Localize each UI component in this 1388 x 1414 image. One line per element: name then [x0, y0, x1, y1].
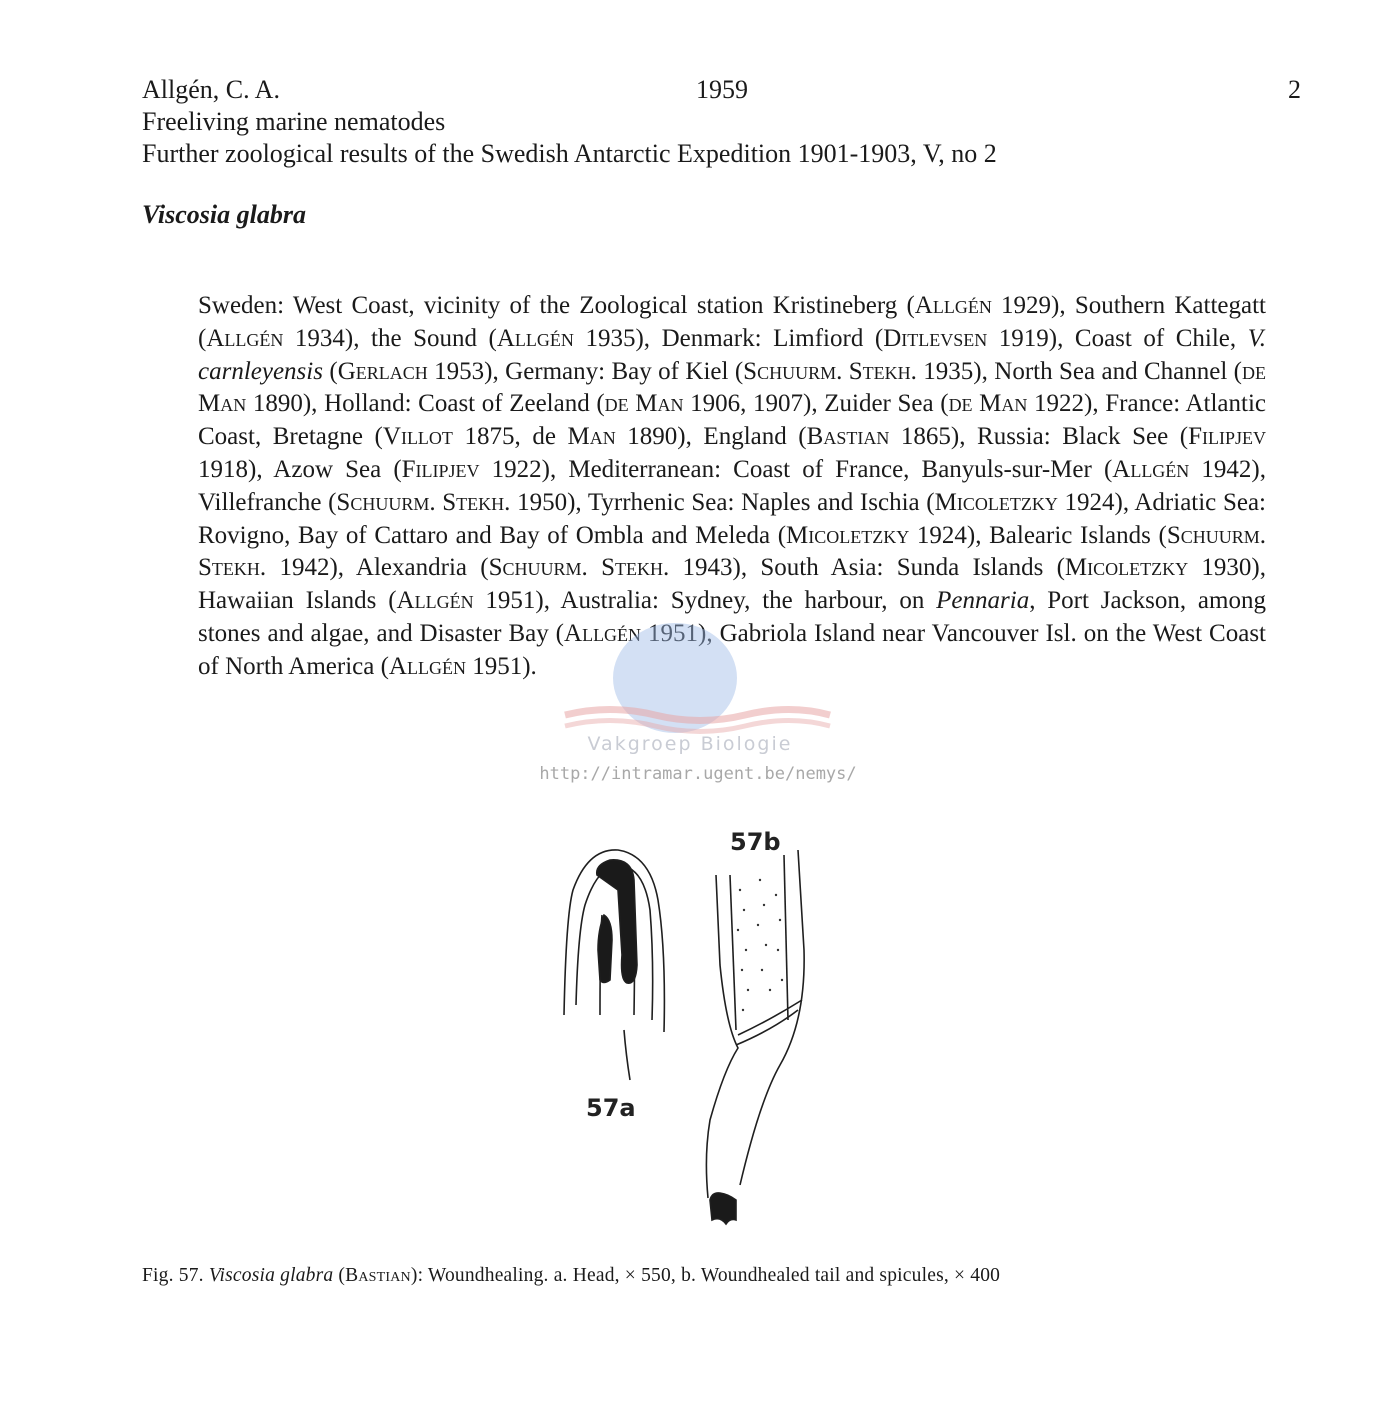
caption-author: Bastian	[345, 1265, 411, 1286]
author-citation: Micoletzky	[786, 521, 910, 549]
page-number: 2	[1288, 75, 1301, 104]
text-run: , Port Jackson, among stones and algae, and Disaster Bay (	[198, 587, 1266, 647]
text-run: 1890), Holland: Coast of Zeeland (	[246, 390, 605, 418]
author-citation: Schuurm. Stekh.	[336, 488, 511, 516]
watermark-text: Vakgroep Biologie	[587, 733, 793, 755]
figure-57b-tail	[706, 850, 804, 1224]
author-citation: Bastian	[806, 423, 890, 451]
text-run: 1875, de	[452, 423, 568, 451]
text-run: 1929), Southern Kattegatt (	[198, 292, 1266, 352]
author-citation: de Man	[198, 357, 1267, 418]
author-citation: Villot	[382, 423, 453, 451]
text-run: 1942), Alexandria (	[266, 554, 489, 582]
author-citation: Micoletzky	[1064, 554, 1189, 582]
author-citation: Schuurm. Stekh.	[198, 521, 1266, 582]
taxon-name: Pennaria	[936, 587, 1030, 615]
author-citation: Allgén	[496, 324, 574, 352]
caption-text: (	[333, 1265, 346, 1286]
author-citation: Allgén	[206, 324, 284, 352]
author-citation: Man	[567, 423, 616, 451]
text-run: 1935), Denmark: Limfiord (	[573, 324, 884, 352]
text-run: 1951).	[465, 652, 537, 680]
head-jaw-shape	[598, 915, 612, 983]
text-run: 1924), Adriatic Sea: Rovigno, Bay of Cattaro and Bay of Ombla and Meleda (	[198, 488, 1266, 549]
author-citation: Allgén	[396, 587, 474, 615]
figure-label-57a: 57a	[586, 1094, 636, 1122]
author-citation: Schuurm. Stekh.	[743, 357, 917, 385]
text-run: (	[322, 357, 338, 385]
watermark-url: http://intramar.ugent.be/nemys/	[539, 764, 857, 784]
text-run: 1950), Tyrrhenic Sea: Naples and Ischia (	[510, 488, 935, 516]
author-citation: Allgén	[388, 652, 466, 680]
text-run: 1922), Mediterranean: Coast of France, Banyuls-sur-Mer (	[479, 455, 1113, 483]
text-run: 1918), Azow Sea (	[198, 455, 402, 483]
tail-stippling	[737, 879, 783, 1011]
text-run: 1951), Gabriola Island near Vancouver Isl. on the West Coast of North America (	[198, 619, 1266, 680]
text-run: 1935), North Sea and Channel (	[916, 357, 1243, 385]
nematode-figure	[540, 820, 860, 1240]
text-run: 1942), Villefranche (	[198, 455, 1266, 516]
author-citation: de Man	[604, 390, 684, 418]
text-run: Sweden: West Coast, vicinity of the Zoological station Kristineberg (	[198, 292, 915, 319]
caption-prefix: Fig. 57.	[142, 1265, 209, 1286]
caption-text: ): Woundhealing. a. Head, × 550, b. Woundhealed tail and spicules, × 400	[410, 1265, 1001, 1286]
text-run: 1890), England (	[615, 423, 807, 451]
text-run: 1943), South Asia: Sunda Islands (	[669, 554, 1065, 582]
author-citation: Allgén	[564, 619, 642, 647]
author-line: Allgén, C. A.	[142, 75, 280, 104]
author-citation: Ditlevsen	[883, 324, 988, 352]
text-run: 1934), the Sound (	[283, 324, 497, 352]
text-run: 1906, 1907), Zuider Sea (	[683, 390, 949, 418]
author-citation: Allgén	[1112, 455, 1190, 483]
author-citation: Filipjev	[1188, 423, 1266, 451]
spicule-shape	[710, 1193, 736, 1224]
text-run: 1924), Balearic Islands (	[909, 521, 1167, 549]
title-line-2: Further zoological results of the Swedish Antarctic Expedition 1901-1903, V, no 2	[142, 139, 997, 168]
figure-57a-head	[564, 850, 664, 1080]
caption-species: Viscosia glabra	[208, 1265, 334, 1286]
taxon-name: V. carnleyensis	[198, 324, 1267, 385]
author-citation: Filipjev	[401, 455, 480, 483]
figure-label-57b: 57b	[730, 828, 781, 856]
text-run: 1930), Hawaiian Islands (	[198, 554, 1267, 615]
author-citation: de Man	[948, 390, 1028, 418]
author-citation: Allgén	[914, 292, 992, 319]
text-run: 1922), France: Atlantic Coast, Bretagne (	[198, 390, 1266, 451]
text-run: 1951), Australia: Sydney, the harbour, on	[473, 587, 937, 615]
text-run: 1865), Russia: Black See (	[889, 423, 1189, 451]
title-line-1: Freeliving marine nematodes	[142, 107, 446, 136]
text-run: 1953), Germany: Bay of Kiel (	[427, 357, 744, 385]
author-citation: Micoletzky	[934, 488, 1058, 516]
author-citation: Gerlach	[337, 357, 428, 385]
author-citation: Schuurm. Stekh.	[488, 554, 670, 582]
watermark-logo	[540, 600, 840, 790]
figure-caption	[142, 1265, 1000, 1287]
species-heading: Viscosia glabra	[142, 200, 306, 229]
publication-year: 1959	[696, 75, 748, 104]
text-run: 1919), Coast of Chile,	[987, 324, 1248, 352]
